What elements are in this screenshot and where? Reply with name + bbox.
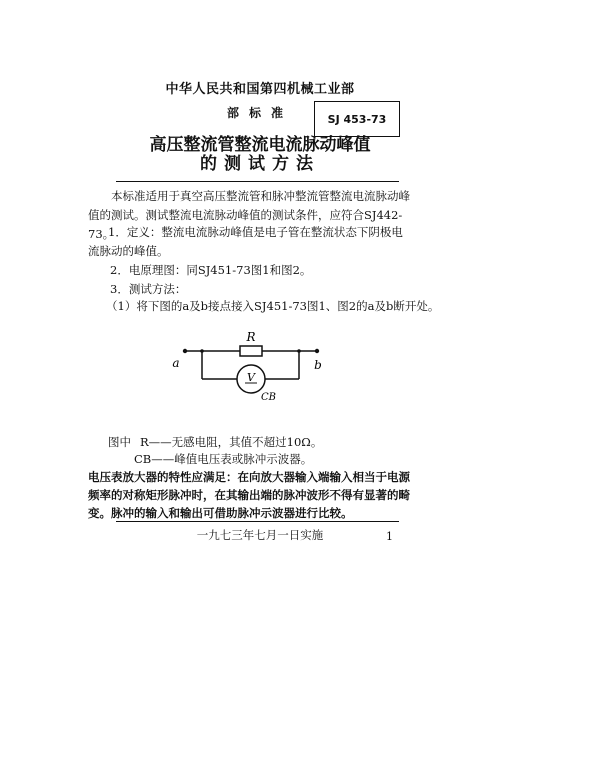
resistor-label: R (246, 330, 256, 344)
legend-cb: CB——峰值电压表或脉冲示波器。 (134, 452, 313, 466)
top-divider (116, 181, 399, 182)
method-step-1: （1）将下图的a及b接点接入SJ451-73图1、图2的a及b断开处。 (106, 299, 440, 313)
meter-label: CB (261, 392, 276, 403)
resistor-symbol (240, 346, 262, 356)
amplifier-note: 电压表放大器的特性应满足：在向放大器输入端输入相当于电源频率的对称矩形脉冲时，在其输出端的脉冲波形不得有显著的畸变。脉冲的输入和输出可借助脉冲示波器进行比较。 (88, 470, 410, 520)
ministry-title: 中华人民共和国第四机械工业部 (165, 82, 355, 97)
node-b-label: b (314, 358, 322, 372)
legend-r: R——无感电阻，其值不超过10Ω。 (140, 435, 323, 449)
document-title-line1: 高压整流管整流电流脉动峰值 (149, 135, 371, 155)
standard-type: 部标准 (226, 106, 293, 120)
terminal-b (315, 349, 319, 353)
intro-paragraph: 本标准适用于真空高压整流管和脉冲整流管整流电流脉动峰值的测试。测试整流电流脉动峰值的测试条件，应符合SJ442-73。 (88, 189, 410, 241)
node-a-label: a (172, 356, 180, 370)
legend-prefix: 图中 (108, 435, 131, 449)
voltmeter-letter: V (247, 371, 255, 384)
document-title-line2: 的测试方法 (200, 154, 320, 174)
circuit-diagram (170, 330, 330, 406)
definition-paragraph: 1．定义：整流电流脉动峰值是电子管在整流状态下阴极电流脉动的峰值。 (88, 225, 403, 258)
principle-line: 2．电原理图：同SJ451-73图1和图2。 (110, 263, 312, 277)
page-number: 1 (386, 530, 393, 543)
standard-code: SJ 453-73 (327, 112, 387, 126)
method-heading: 3．测试方法： (110, 282, 187, 296)
terminal-a (183, 349, 187, 353)
effective-date: 一九七三年七月一日实施 (196, 528, 324, 542)
bottom-divider (116, 521, 399, 522)
